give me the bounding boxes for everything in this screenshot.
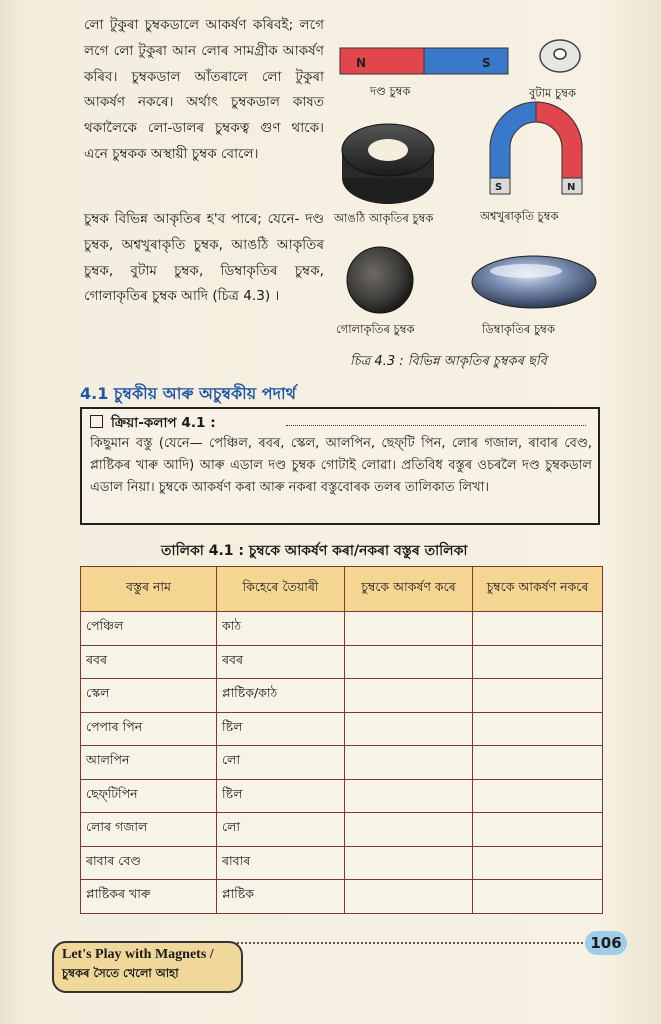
bar-magnet-label: দণ্ড চুম্বক <box>370 84 411 98</box>
item-name-cell: লোৰ গজাল <box>81 813 217 847</box>
material-cell: ষ্টিল <box>217 779 345 813</box>
attracts-cell <box>345 712 473 746</box>
horseshoe-south-pole-label: S <box>495 182 503 193</box>
table-title: তালিকা 4.1 : চুম্বকে আকৰ্ষণ কৰা/নকৰা বস্তুৰ তালিকা <box>161 543 468 559</box>
sphere-magnet-label: গোলাকৃতিৰ চুম্বক <box>336 322 415 336</box>
item-name-cell: পেপাৰ পিন <box>81 712 217 746</box>
table-row <box>81 813 603 847</box>
material-cell: লো <box>217 746 345 780</box>
attracts-cell <box>345 813 473 847</box>
header-cell: বস্তুৰ নাম <box>81 567 217 612</box>
not-attracts-cell <box>473 846 603 880</box>
activity-title: ক্ৰিয়া-কলাপ 4.1 : <box>111 415 216 431</box>
material-cell: প্লাষ্টিক/কাঠ <box>217 679 345 713</box>
item-name-cell: আলপিন <box>81 746 217 780</box>
item-name-cell: ছেফ্‌টিপিন <box>81 779 217 813</box>
attracts-cell <box>345 612 473 646</box>
chapter-tag-english: Let's Play with Magnets / <box>62 947 214 962</box>
chapter-tag-assamese: চুম্বকৰ সৈতে খেলো আহা <box>62 966 179 980</box>
attracts-cell <box>345 880 473 914</box>
button-magnet-label: বুটাম চুম্বক <box>529 86 577 100</box>
material-cell: লো <box>217 813 345 847</box>
ring-magnet <box>342 124 434 204</box>
activity-heading <box>90 412 216 435</box>
activity-body: কিছুমান বস্তু (যেনে— পেঞ্চিল, ৰবৰ, স্কেল, আলপিন, ছেফ্‌টি পিন, লোৰ গজাল, ৰাবাৰ বেণ্ড, প্লাষ্টিকৰ খাৰু আদি) আৰু এডাল দণ্ড চুম্বক গোটাই লোৱা। প্ৰতিবিধ বস্তুৰ ওচৰলৈ দণ্ড চুম্বকডাল এডাল নিয়া। চুম্বকে আকৰ্ষণ কৰা আৰু নকৰা বস্তুবোৰক তলৰ তালিকাত লিখা। <box>90 436 592 495</box>
item-name-cell: স্কেল <box>81 679 217 713</box>
materials-table <box>80 566 603 914</box>
not-attracts-cell <box>473 746 603 780</box>
not-attracts-cell <box>473 880 603 914</box>
table-row <box>81 746 603 780</box>
table-row <box>81 880 603 914</box>
not-attracts-cell <box>473 645 603 679</box>
bar-south-pole-label: S <box>482 56 491 70</box>
section-title: 4.1 চুম্বকীয় আৰু অচুম্বকীয় পদাৰ্থ <box>80 384 296 403</box>
ring-magnet-label: আঙঠি আকৃতিৰ চুম্বক <box>334 211 434 225</box>
button-magnet <box>540 40 580 72</box>
table-row <box>81 645 603 679</box>
horseshoe-north-pole-label: N <box>567 182 576 193</box>
attracts-cell <box>345 645 473 679</box>
horseshoe-magnet-label: অশ্বখুৰাকৃতি চুম্বক <box>480 209 559 223</box>
figure-caption: চিত্ৰ 4.3 : বিভিন্ন আকৃতিৰ চুম্বকৰ ছবি <box>350 354 547 369</box>
oval-magnet-label: ডিম্বাকৃতিৰ চুম্বক <box>482 322 555 336</box>
bar-magnet <box>340 48 508 74</box>
footer-dotted-line <box>232 942 595 944</box>
oval-magnet <box>472 256 596 308</box>
not-attracts-cell <box>473 712 603 746</box>
header-cell: চুম্বকে আকৰ্ষণ নকৰে <box>473 567 603 612</box>
horseshoe-magnet <box>490 102 582 194</box>
body-paragraph-magnet-shapes: চুম্বক বিভিন্ন আকৃতিৰ হ'ব পাৰে; যেনে- দণ্ড চুম্বক, অশ্বখুৰাকৃতি চুম্বক, আঙঠি আকৃতিৰ চুম্বক, বুটাম চুম্বক, ডিম্বাকৃতিৰ চুম্বক, গোলাকৃতিৰ চুম্বক আদি (চিত্ৰ 4.3) । <box>84 211 324 305</box>
attracts-cell <box>345 679 473 713</box>
material-cell: প্লাষ্টিক <box>217 880 345 914</box>
table-row <box>81 779 603 813</box>
item-name-cell: পেঞ্চিল <box>81 612 217 646</box>
chapter-tag <box>52 941 243 993</box>
attracts-cell <box>345 846 473 880</box>
attracts-cell <box>345 746 473 780</box>
material-cell: ষ্টিল <box>217 712 345 746</box>
not-attracts-cell <box>473 779 603 813</box>
attracts-cell <box>345 779 473 813</box>
not-attracts-cell <box>473 813 603 847</box>
item-name-cell: ৰাবাৰ বেণ্ড <box>81 846 217 880</box>
not-attracts-cell <box>473 679 603 713</box>
checkbox-square-icon <box>90 415 103 428</box>
not-attracts-cell <box>473 612 603 646</box>
body-paragraph-temporary-magnet: লো টুকুৰা চুম্বকডালে আকৰ্ষণ কৰিবই; লগে লগে লো টুকুৰা আন লোৰ সামগ্ৰীক আকৰ্ষণ কৰিব। চুম্বকডাল আঁতৰালে লো টুকুৰা আকৰ্ষণ নকৰে। অৰ্থাৎ চুম্বকডাল কাষত থকালৈকে লো-ডালৰ চুম্বকত্ব গুণ থাকে। এনে চুম্বকক অস্থায়ী চুম্বক বোলে। <box>84 17 324 162</box>
table-row <box>81 679 603 713</box>
table-row <box>81 712 603 746</box>
bar-north-pole-label: N <box>356 56 367 70</box>
dotted-rule <box>286 425 586 426</box>
item-name-cell: ৰবৰ <box>81 645 217 679</box>
header-cell: চুম্বকে আকৰ্ষণ কৰে <box>345 567 473 612</box>
sphere-magnet <box>347 247 413 313</box>
table-header-row <box>81 567 603 612</box>
page-number: 106 <box>585 931 627 955</box>
header-cell: কিহেৰে তৈয়াৰী <box>217 567 345 612</box>
material-cell: কাঠ <box>217 612 345 646</box>
material-cell: ৰবৰ <box>217 645 345 679</box>
material-cell: ৰাবাৰ <box>217 846 345 880</box>
table-row <box>81 846 603 880</box>
item-name-cell: প্লাষ্টিকৰ খাৰু <box>81 880 217 914</box>
magnet-figure <box>330 30 600 350</box>
activity-box <box>80 407 600 525</box>
table-row <box>81 612 603 646</box>
